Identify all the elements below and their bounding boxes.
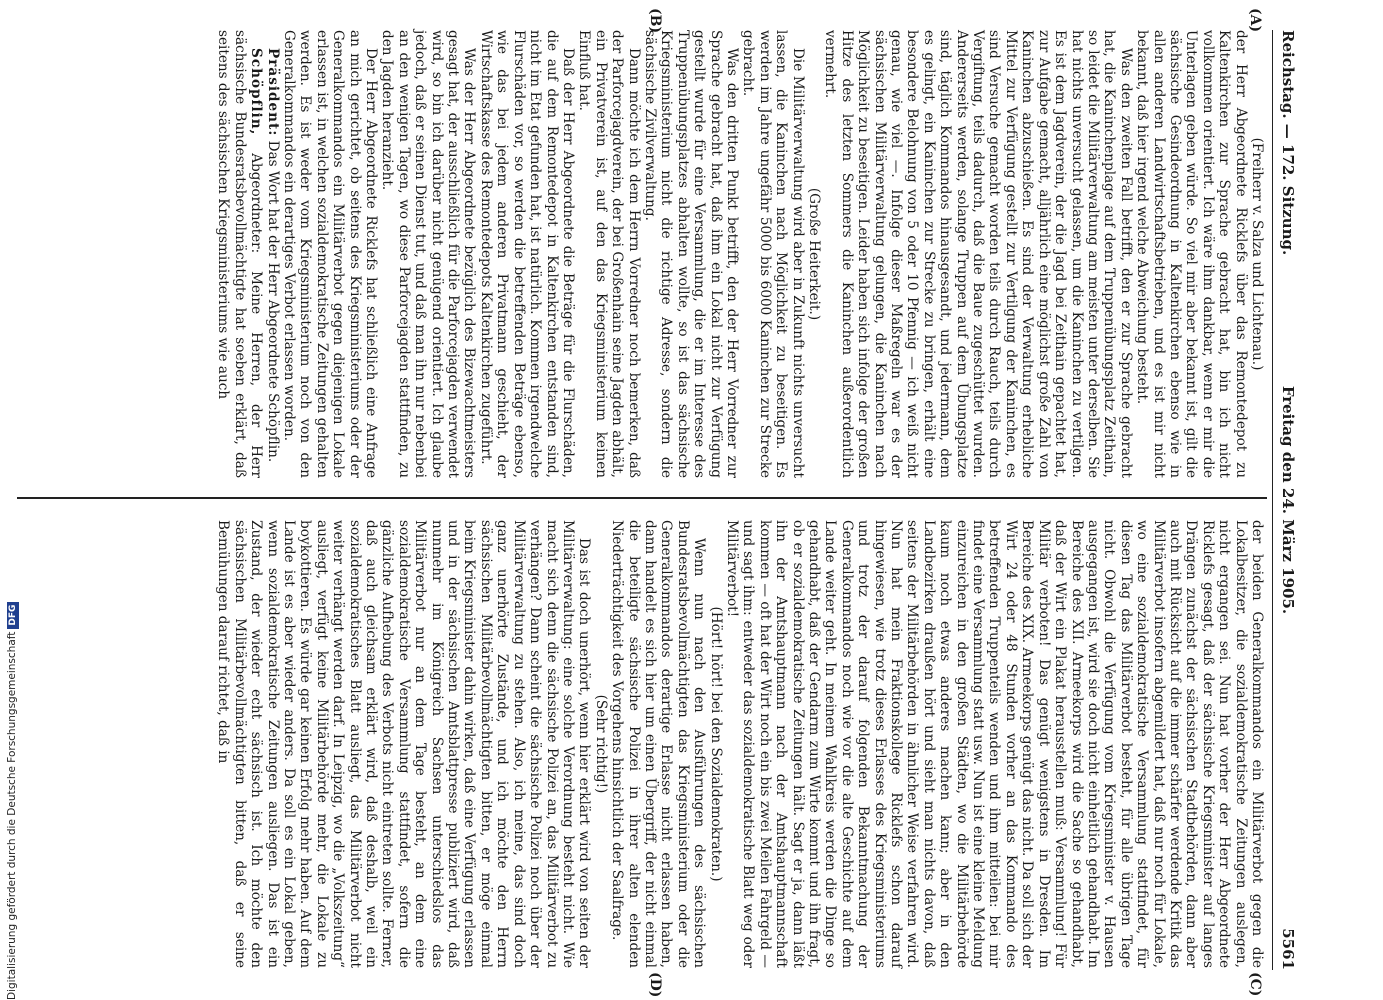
paragraph: Was der Herr Abgeordnete bezüglich des Bizewachtmeisters gesagt hat, der ausschließlich für die Parforcejagden verwendet wird, so bin ich darüber nicht genügend orientiert. Ich glaube jedoch, daß er seinen Dienst tut, und daß man ihn nur nebenbei an den wenigen Tagen, wo diese Parforcejagden stattfinden, zu den Jagden heranzieht. [379,30,478,478]
left-column [215,30,1265,478]
footer-credit [4,600,20,1000]
margin-mark-a: (A) [1247,8,1263,33]
rotated-page [3,0,1303,1000]
paragraph: Daß der Herr Abgeordnete die Beträge für die Flurschäden, die auf dem Remontedepot in Kaltenkirchen entstanden sind, nicht im Etat gefunden hat, ist natürlich. Kommen irgendwelche Flurschäden vor, so werden die betreffenden Beträge ebenso, wie das bei jedem anderen Privatmann geschieht, der Wirtschaftskasse des Remontedepots Kaltenkirchen zugeführt. [477,30,576,478]
centered-remark: (Freiherr v. Salza und Lichtenau.) [1249,137,1265,371]
header-session: Reichstag. — 172. Sitzung. [1279,30,1297,256]
speaker-paragraph [215,30,264,478]
paragraph: Dann möchte ich dem Herrn Vorredner noch bemerken, daß der Parforcejagdverein, der bei Großenhain seine Jagden abhält, ein Privatverein ist, auf den das Kriegsministerium keinen Einfluß hat. [576,30,642,478]
header-date: Freitag den 24. März 1905. [1279,385,1297,615]
speaker-text: Das Wort hat der Herr Abgeordnete Schöpflin. [264,136,281,463]
paragraph: Was den zweiten Fall betrifft, den er zur Sprache gebracht hat, die Kaninchenplage auf dem Truppenübungsplatz Zeithain, so leidet die Militärverwaltung am meisten unter derselben. Sie hat nichts unversucht gelassen, um die Kaninchen zu vertilgen. Es ist dem Jagdverein, der die Jagd bei Zeithain gepachtet hat, zur Aufgabe gemacht, alljährlich eine möglichst große Zahl von Kaninchen abzuschießen. Es sind der Verwaltung erhebliche Mittel zur Verfügung gestellt zur Vertilgung der Kaninchen, es sind Versuche gemacht worden teils durch Rauch, teils durch Vergiftung, teils dadurch, daß die Baue zugeschüttet wurden. Andererseits werden, solange Truppen auf dem Übungsplatze sind, täglich Kommandos hinausgesandt, und jedermann, dem es gelingt, ein Kaninchen zur Strecke zu bringen, erhält eine besondere Belohnung von 5 oder 10 Pfennig — ich weiß nicht genau, wie viel —. Infolge dieser Maßregeln war es der sächsischen Militärverwaltung gelungen, die Kaninchen nach Möglichkeit zu beseitigen. Leider haben sich infolge der großen Hitze des letzten Sommers die Kaninchen außerordentlich vermehrt. [822,30,1134,478]
centered-remark: (Hört! hört! bei den Sozialdemokraten.) [707,606,724,882]
right-column [215,520,1265,968]
paragraph: Die Militärverwaltung wird aber in Zukunft nichts unversucht lassen, die Kaninchen nach Möglichkeit zu beseitigen. Es werden im Jahre ungefähr 5000 bis 6000 Kaninchen zur Strecke gebracht. [740,30,806,478]
paragraph: Wenn nun nach den Ausführungen des sächsischen Bundesratsbevollmächtigten das Kriegsministerium oder die Generalkommandos derartige Erlasse nicht erlassen haben, dann handelt es sich hier um einen Übergriff, der nicht einmal die beteiligte sächsische Polizei in ihrer alten elenden Niederträchtigkeit des Vorgehens hinsichtlich der Saalfrage. [609,520,708,968]
page-header [1272,30,1299,970]
page-number: 5561 [1279,928,1297,970]
paragraph: Der Herr Abgeordnete Ricklefs hat schließlich eine Anfrage an mich gerichtet, ob seitens des Kriegsministeriums oder der Generalkommandos ein Militärverbot gegen diejenigen Lokale erlassen ist, in welchen sozialdemokratische Zeitungen gehalten werden. Es ist weder vom Kriegsministerium noch von den Generalkommandos ein derartiges Verbot erlassen worden. [281,30,380,478]
speaker-paragraph [264,30,280,478]
margin-mark-b: (B) [647,8,663,34]
dfg-logo: DFG [7,602,19,629]
paragraph: Das ist doch unerhört, wenn hier erklärt wird von seiten der Militärverwaltung: eine solche Verordnung besteht nicht. Wie macht sich denn die sächsische Polizei an, das Militärverbot zu verhängen? Dann scheint die sächsische Polizei noch über der Militärverwaltung zu stehen. Also, ich meine, das sind doch ganz unerhörte Zustände, und ich möchte den Herrn sächsischen Militärbevollmächtigten bitten, er möge einmal beim Kriegsminister dahin wirken, daß eine Verfügung erlassen und in der sächsischen Amtsblattpresse publiziert wird, daß nunmehr im Königreich Sachsen unterschiedslos das Militärverbot nur an dem Tage besteht, an dem eine sozialdemokratische Versammlung stattfindet, sofern die gänzliche Aufhebung des Verbots nicht eintreten sollte. Ferner, daß auch gleichsam erklärt wird, daß deshalb, weil ein sozialdemokratisches Blatt ausliegt, das Militärverbot nicht weiter verhängt werden darf. In Leipzig, wo die „Volkszeitung“ ausliegt, verfügt keine Militärbehörde mehr, die Lokale zu boykottieren. Es würde gar keinen Erfolg mehr haben. Auf dem Lande ist es aber wieder anders. Da soll es ein Lokal geben, wenn sozialdemokratische Zeitungen ausliegen. Das ist ein Zustand, der wieder echt sächsisch ist. Ich möchte den sächsischen Militärbevollmächtigten bitten, daß er seine Bemühungen darauf richtet, daß in [215,520,593,968]
margin-mark-d: (D) [647,972,663,998]
footer-text: Digitalisierung gefördert durch die Deutsche Forschungsgemeinschaft [6,631,18,1000]
paragraph: der Herr Abgeordnete Ricklefs über das Remontedepot zu Kaltenkirchen zur Sprache gebracht hat, bin ich nicht vollkommen orientiert. Ich wäre ihm dankbar, wenn er mir die Unterlagen geben würde. So viel mir aber bekannt ist, gilt die sächsische Gesindeordnung in Kaltenkirchen ebenso wie in allen anderen Landwirtschaftsbetrieben, und es ist mir nicht bekannt, daß hier irgend welche Abweichung besteht. [1134,30,1249,478]
speaker-name: Präsident: [264,48,281,137]
paragraph: der beiden Generalkommandos ein Militärverbot gegen die Lokalbesitzer, die sozialdemokratische Zeitungen auslegen, nicht ergangen sei. Nun hat vorher der Herr Abgeordnete Ricklefs gesagt, daß der sächsische Kriegsminister auf langes Drängen zunächst der sächsischen Stadtbehörden, dann aber auch mit Rücksicht auf die immer schärfer werdende Kritik das Militärverbot insofern abgemildert hat, daß nur noch für Lokale, wo eine sozialdemokratische Versammlung stattfindet, für diesen Tag das Militärverbot besteht, für alle übrigen Tage nicht. Obwohl die Verfügung vom Kriegsminister v. Hausen ausgegangen ist, wird sie doch nicht einheitlich gehandhabt. Im Bereiche des XII. Armeekorps wird die Sache so gehandhabt, daß der Wirt ein Plakat herausstellen muß: Versammlung! Für Militär verboten! Das genügt wenigstens in Dresden. Im Bereiche des XIX. Armeekorps genügt das nicht. Da soll sich der Wirt 24 oder 48 Stunden vorher an das Kommando des betreffenden Truppenteils wenden und ihm mitteilen: bei mir findet eine Versammlung statt usw. Nun ist eine kleine Meldung einzureichen in den großen Städten, wo die Militärbehörde kaum noch etwas anderes machen kann; aber in den Landbezirken draußen hört und sieht man nichts davon, daß seitens der Militärbehörden in ähnlicher Weise verfahren wird. Nun hat mein Fraktionskollege Ricklefs schon darauf hingewiesen, wie trotz dieses Erlasses des Kriegsministeriums und trotz der darauf folgenden Bekanntmachung der Generalkommandos noch wie vor die alte Geschichte auf dem Lande weiter geht. In meinem Wahlkreis werden die Dinge so gehandhabt, daß der Gendarm zum Wirte kommt und ihn fragt, ob er sozialdemokratische Zeitungen hält. Sagt er ja, dann läßt ihn der Amtshauptmann nach der Amtshauptmannschaft kommen — oft hat der Wirt noch ein bis zwei Meilen Fahrgeld — und sagt ihm: entweder das sozialdemokratische Blatt weg oder Militärverbot! [724,520,1265,968]
speaker-name: Schöpflin, [248,48,265,136]
margin-mark-c: (C) [1247,972,1263,997]
centered-remark: (Große Heiterkeit.) [806,187,823,321]
paragraph: Was den dritten Punkt betrifft, den der Herr Vorredner zur Sprache gebracht hat, daß ihm ein Lokal nicht zur Verfügung gestellt wurde für eine Versammlung, die er im Interesse des Truppenübungsplatzes abhalten wollte, so ist das sächsische Kriegsministerium nicht die richtige Adresse, sondern die sächsische Zivilverwaltung. [641,30,740,478]
speaker-text: Abgeordneter: Meine Herren, der Herr sächsische Bundesratsbevollmächtigte hat soeben erklärt, daß seitens des sächsischen Kriegsministeriums wie auch [215,30,265,478]
footer-strip [4,600,20,1000]
centered-remark: (Sehr richtig!) [592,694,609,794]
column-divider [17,497,1267,499]
